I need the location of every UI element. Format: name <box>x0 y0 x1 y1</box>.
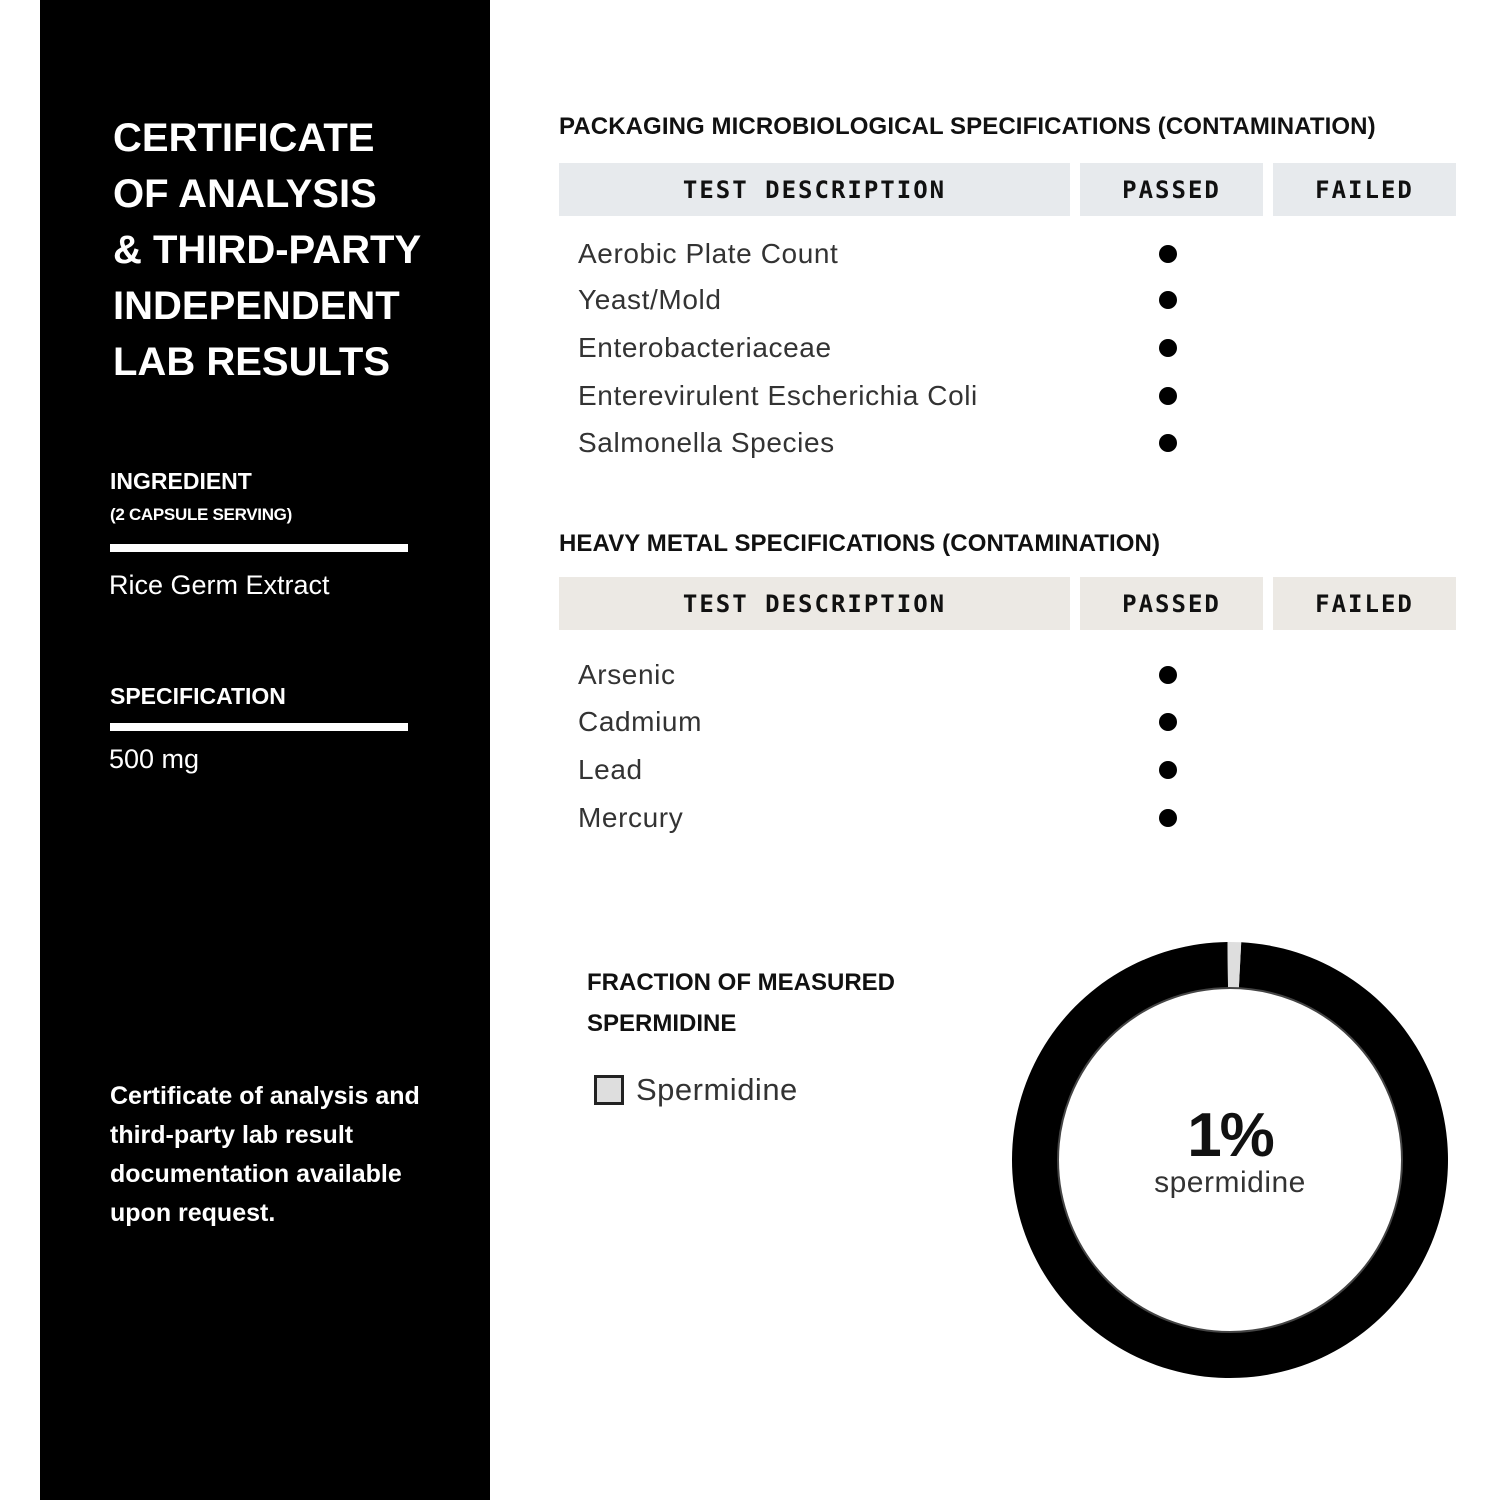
table-row <box>578 702 1458 742</box>
column-header-passed: PASSED <box>1080 163 1263 216</box>
test-name: Enterevirulent Escherichia Coli <box>578 380 978 411</box>
table-row <box>578 328 1458 368</box>
heavy-metal-heading: HEAVY METAL SPECIFICATIONS (CONTAMINATION) <box>559 530 1161 557</box>
passed-dot-icon <box>1159 761 1177 779</box>
test-name: Lead <box>578 754 643 785</box>
passed-dot-icon <box>1159 245 1177 263</box>
passed-dot-icon <box>1159 387 1177 405</box>
specification-label: SPECIFICATION <box>110 683 286 709</box>
title-line: LAB RESULTS <box>113 340 391 384</box>
table-row <box>578 423 1458 463</box>
test-name: Salmonella Species <box>578 427 835 458</box>
ingredient-sublabel: (2 CAPSULE SERVING) <box>110 505 292 524</box>
specification-divider <box>110 723 408 731</box>
column-header-failed: FAILED <box>1273 577 1456 630</box>
column-header-passed: PASSED <box>1080 577 1263 630</box>
test-name: Cadmium <box>578 706 703 737</box>
table-row <box>578 655 1458 695</box>
test-name: Arsenic <box>578 659 676 690</box>
passed-dot-icon <box>1159 291 1177 309</box>
passed-dot-icon <box>1159 713 1177 731</box>
page-title <box>113 110 421 390</box>
passed-dot-icon <box>1159 809 1177 827</box>
column-header-failed: FAILED <box>1273 163 1456 216</box>
column-header-test-description: TEST DESCRIPTION <box>559 163 1070 216</box>
legend-swatch-icon <box>594 1075 624 1105</box>
test-name: Mercury <box>578 802 684 833</box>
ingredient-value: Rice Germ Extract <box>109 570 330 600</box>
passed-dot-icon <box>1159 434 1177 452</box>
legend-label: Spermidine <box>636 1072 798 1107</box>
chart-legend <box>594 1072 798 1108</box>
title-line: & THIRD-PARTY <box>113 228 422 272</box>
sidebar <box>40 0 490 1500</box>
table-row <box>578 376 1458 416</box>
test-name: Aerobic Plate Count <box>578 238 839 269</box>
test-name: Enterobacteriaceae <box>578 332 832 363</box>
title-line: OF ANALYSIS <box>113 172 377 216</box>
microbiological-heading: PACKAGING MICROBIOLOGICAL SPECIFICATIONS (CONTAMINATION) <box>559 113 1376 140</box>
donut-center-label: spermidine <box>1154 1166 1306 1199</box>
table-row <box>578 750 1458 790</box>
title-line: CERTIFICATE <box>113 116 375 160</box>
donut-center-value: 1% <box>1187 1101 1273 1170</box>
table-row <box>578 280 1458 320</box>
passed-dot-icon <box>1159 666 1177 684</box>
passed-dot-icon <box>1159 339 1177 357</box>
table-row <box>578 234 1458 274</box>
table-row <box>578 798 1458 838</box>
donut-slice-spermidine <box>1228 942 1242 988</box>
footer-note: Certificate of analysis and third-party lab result documentation available upon request. <box>110 1082 420 1227</box>
chart-title: FRACTION OF MEASURED SPERMIDINE <box>587 969 895 1037</box>
specification-value: 500 mg <box>109 744 200 774</box>
title-line: INDEPENDENT <box>113 284 400 328</box>
test-name: Yeast/Mold <box>578 284 722 315</box>
column-header-test-description: TEST DESCRIPTION <box>559 577 1070 630</box>
ingredient-label: INGREDIENT <box>110 468 252 494</box>
ingredient-divider <box>110 544 408 552</box>
